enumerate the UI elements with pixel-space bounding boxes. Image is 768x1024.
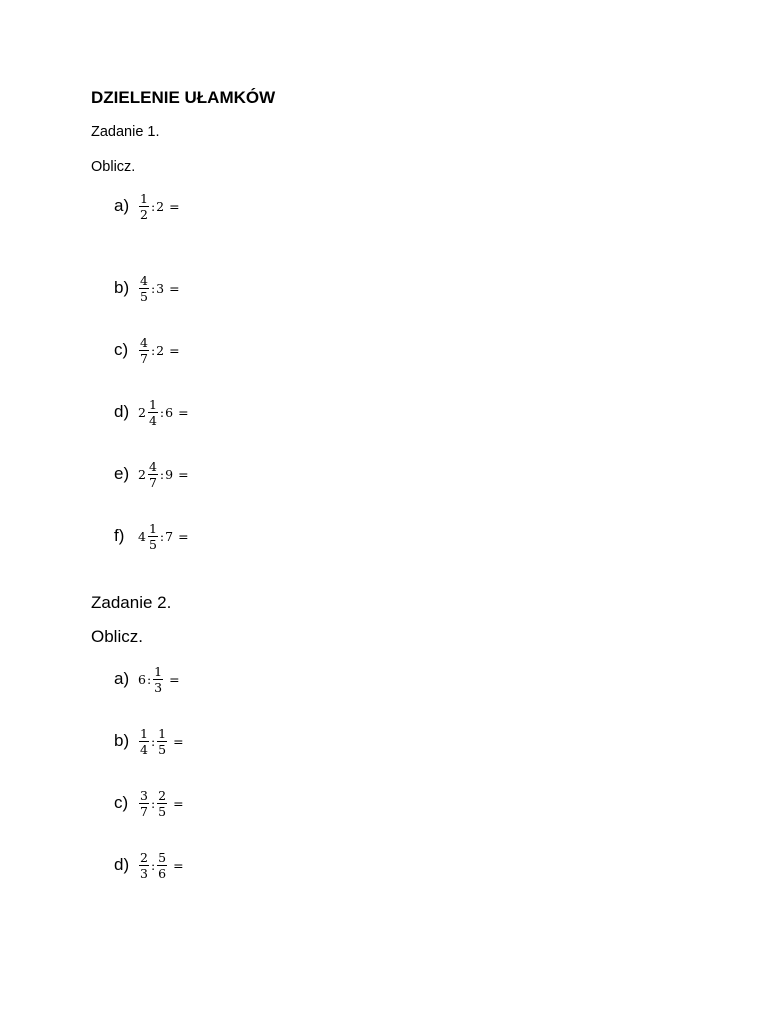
section1-instruction: Oblicz. (91, 159, 136, 175)
section2-task-a (114, 659, 180, 699)
fraction (157, 727, 167, 756)
denominator: 7 (140, 803, 148, 819)
equals-sign: = (178, 466, 189, 482)
section2-task-c (114, 783, 184, 823)
numerator: 1 (148, 396, 157, 412)
denominator: 2 (140, 206, 148, 222)
division-operator: : (150, 198, 156, 214)
fraction (153, 665, 163, 694)
math-expression (138, 727, 184, 756)
section1-task-e (114, 454, 189, 494)
math-expression (138, 460, 189, 489)
whole-part: 4 (138, 528, 146, 544)
fraction (157, 789, 167, 818)
task-label: d) (114, 855, 130, 874)
math-expression (138, 665, 180, 694)
math-expression (138, 192, 180, 221)
numerator: 4 (140, 334, 148, 350)
fraction (148, 398, 158, 427)
math-expression (138, 522, 189, 551)
denominator: 5 (148, 536, 157, 552)
denominator: 5 (158, 803, 167, 819)
numerator: 1 (158, 725, 167, 741)
division-operator: : (159, 404, 165, 420)
equals-sign: = (169, 342, 180, 358)
whole-part: 2 (138, 466, 146, 482)
denominator: 4 (148, 412, 157, 428)
equals-sign: = (173, 733, 184, 749)
division-operator: : (150, 795, 156, 811)
divisor: 2 (156, 198, 165, 214)
section1-task-c (114, 330, 180, 370)
math-expression (138, 789, 184, 818)
divisor: 2 (156, 342, 165, 358)
section2-heading: Zadanie 2. (91, 593, 172, 612)
equals-sign: = (178, 404, 189, 420)
divisor: 6 (165, 404, 174, 420)
task-label: c) (114, 793, 129, 812)
section1-heading: Zadanie 1. (91, 124, 160, 140)
numerator: 1 (140, 725, 148, 741)
denominator: 6 (158, 865, 167, 881)
division-operator: : (159, 466, 165, 482)
document-title: DZIELENIE UŁAMKÓW (91, 88, 276, 107)
fraction (148, 522, 158, 551)
division-operator: : (150, 342, 156, 358)
equals-sign: = (169, 671, 180, 687)
math-expression (138, 336, 180, 365)
numerator: 2 (140, 849, 148, 865)
task-label: b) (114, 731, 130, 750)
numerator: 4 (140, 272, 148, 288)
section1-task-d (114, 392, 189, 432)
section2-task-b (114, 721, 184, 761)
task-label: d) (114, 402, 130, 421)
division-operator: : (150, 733, 156, 749)
division-operator: : (150, 857, 156, 873)
denominator: 5 (140, 288, 148, 304)
divisor: 3 (156, 280, 165, 296)
equals-sign: = (173, 795, 184, 811)
math-expression (138, 398, 189, 427)
task-label: f) (114, 526, 125, 545)
section1-task-a (114, 186, 180, 226)
division-operator: : (159, 528, 165, 544)
fraction (157, 851, 167, 880)
equals-sign: = (173, 857, 184, 873)
task-label: b) (114, 278, 130, 297)
fraction (148, 460, 158, 489)
equals-sign: = (169, 198, 180, 214)
denominator: 3 (154, 679, 163, 695)
numerator: 2 (158, 787, 167, 803)
division-operator: : (150, 280, 156, 296)
denominator: 7 (140, 350, 148, 366)
fraction (139, 192, 149, 221)
section1-task-f (114, 516, 189, 556)
numerator: 1 (140, 190, 148, 206)
task-label: c) (114, 340, 129, 359)
fraction (139, 789, 149, 818)
divisor: 9 (165, 466, 174, 482)
task-label: e) (114, 464, 130, 483)
section1-task-b (114, 268, 180, 308)
fraction (139, 336, 149, 365)
denominator: 5 (158, 741, 167, 757)
fraction (139, 727, 149, 756)
task-label: a) (114, 669, 130, 688)
equals-sign: = (169, 280, 180, 296)
whole-part: 2 (138, 404, 146, 420)
fraction (139, 851, 149, 880)
divisor: 7 (165, 528, 174, 544)
denominator: 4 (140, 741, 148, 757)
task-label: a) (114, 196, 130, 215)
denominator: 3 (140, 865, 148, 881)
denominator: 7 (148, 474, 157, 490)
numerator: 1 (154, 663, 163, 679)
equals-sign: = (178, 528, 189, 544)
division-operator: : (146, 671, 152, 687)
numerator: 1 (148, 520, 157, 536)
math-expression (138, 274, 180, 303)
math-expression (138, 851, 184, 880)
numerator: 3 (140, 787, 148, 803)
section2-task-d (114, 845, 184, 885)
numerator: 4 (148, 458, 157, 474)
dividend: 6 (138, 671, 146, 687)
fraction (139, 274, 149, 303)
section2-instruction: Oblicz. (91, 627, 143, 646)
numerator: 5 (158, 849, 167, 865)
